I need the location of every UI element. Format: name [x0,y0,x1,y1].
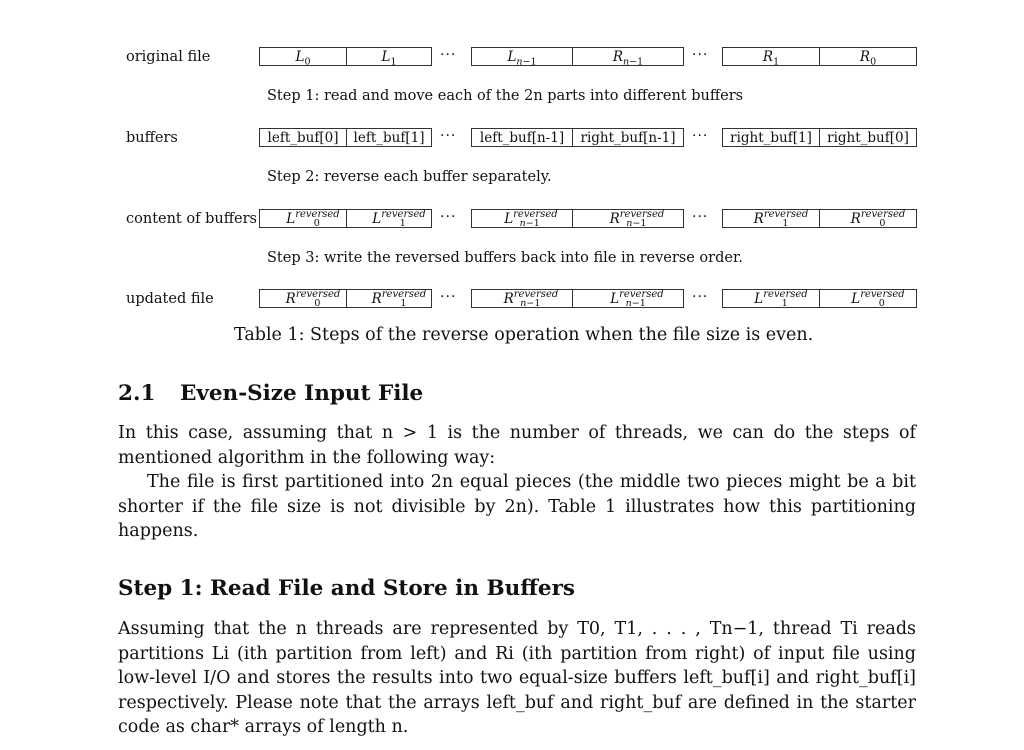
step-2-text: Step 2: reverse each buffer separately. [267,169,552,185]
cell-left-buf-n-1: left_buf[n-1] [471,128,572,147]
section-title: Even-Size Input File [180,381,424,406]
section-heading [118,381,423,406]
row-label: original file [126,49,211,65]
cell-L1-reversed: $L^{reversed}_1$ [722,289,819,308]
cell-right-buf-0: right_buf[0] [819,128,917,147]
cell-Rn-1-reversed: $R^{reversed}_{n-1}$ [471,289,572,308]
cell-L0-reversed: $L^{reversed}_0$ [259,209,346,228]
cell-Ln-1: $L_{n-1}$ [471,47,572,66]
row-label: buffers [126,130,178,146]
ellipsis: ··· [692,47,709,63]
section-paragraph-2 [118,470,916,544]
step-3-text: Step 3: write the reversed buffers back into file in reverse order. [267,250,743,266]
diagram-row-buffers [0,126,1024,152]
cell-right-buf-1: right_buf[1] [722,128,819,147]
diagram-row-original-file [0,45,1024,71]
ellipsis: ··· [692,289,709,305]
cell-left-buf-1: left_buf[1] [346,128,432,147]
cell-Ln-1-reversed: $L^{reversed}_{n-1}$ [572,289,684,308]
cell-L0: $L_0$ [259,47,346,66]
diagram-row-updated-file [0,287,1024,313]
section-paragraph-1: In this case, assuming that n > 1 is the number of threads, we can do the steps of mentioned algorithm in the following way: [118,423,916,468]
diagram-row-content-of-buffers [0,207,1024,233]
cell-right-buf-n-1: right_buf[n-1] [572,128,684,147]
row-label: content of buffers [126,211,257,227]
cell-R0-reversed: $R^{reversed}_0$ [259,289,346,308]
cell-R0: $R_0$ [819,47,917,66]
ellipsis: ··· [440,209,457,225]
cell-Rn-1: $R_{n-1}$ [572,47,684,66]
ellipsis: ··· [692,128,709,144]
ellipsis: ··· [440,128,457,144]
cell-left-buf-0: left_buf[0] [259,128,346,147]
cell-Rn-1-reversed: $R^{reversed}_{n-1}$ [572,209,684,228]
ellipsis: ··· [440,47,457,63]
row-label: updated file [126,291,214,307]
section-number: 2.1 [118,381,156,406]
paragraph-text: The file is first partitioned into 2n equal pieces (the middle two pieces might be a bit shorter if the file size is not divisible by 2n). Table 1 illustrates how this partitioning happens. [118,472,916,541]
cell-L0-reversed: $L^{reversed}_0$ [819,289,917,308]
step-1-text: Step 1: read and move each of the 2n parts into different buffers [267,88,744,104]
ellipsis: ··· [692,209,709,225]
table-caption: Table 1: Steps of the reverse operation when the file size is even. [234,325,814,345]
cell-Ln-1-reversed: $L^{reversed}_{n-1}$ [471,209,572,228]
step1-heading: Step 1: Read File and Store in Buffers [118,576,576,601]
ellipsis: ··· [440,289,457,305]
step1-paragraph: Assuming that the n threads are represented by T0, T1, . . . , Tn−1, thread Ti reads partitions Li (ith partition from left) and Ri (ith partition from right) of input file using low-level I/O and stores the results into two equal-size buffers left_buf[i] and right_buf[i] respectively. Please note that the arrays left_buf and right_buf are defined in the starter code as char* arrays of length n. [118,619,916,737]
cell-R1: $R_1$ [722,47,819,66]
cell-R1-reversed: $R^{reversed}_1$ [722,209,819,228]
cell-R1-reversed: $R^{reversed}_1$ [346,289,432,308]
cell-R0-reversed: $R^{reversed}_0$ [819,209,917,228]
cell-L1: $L_1$ [346,47,432,66]
cell-L1-reversed: $L^{reversed}_1$ [346,209,432,228]
